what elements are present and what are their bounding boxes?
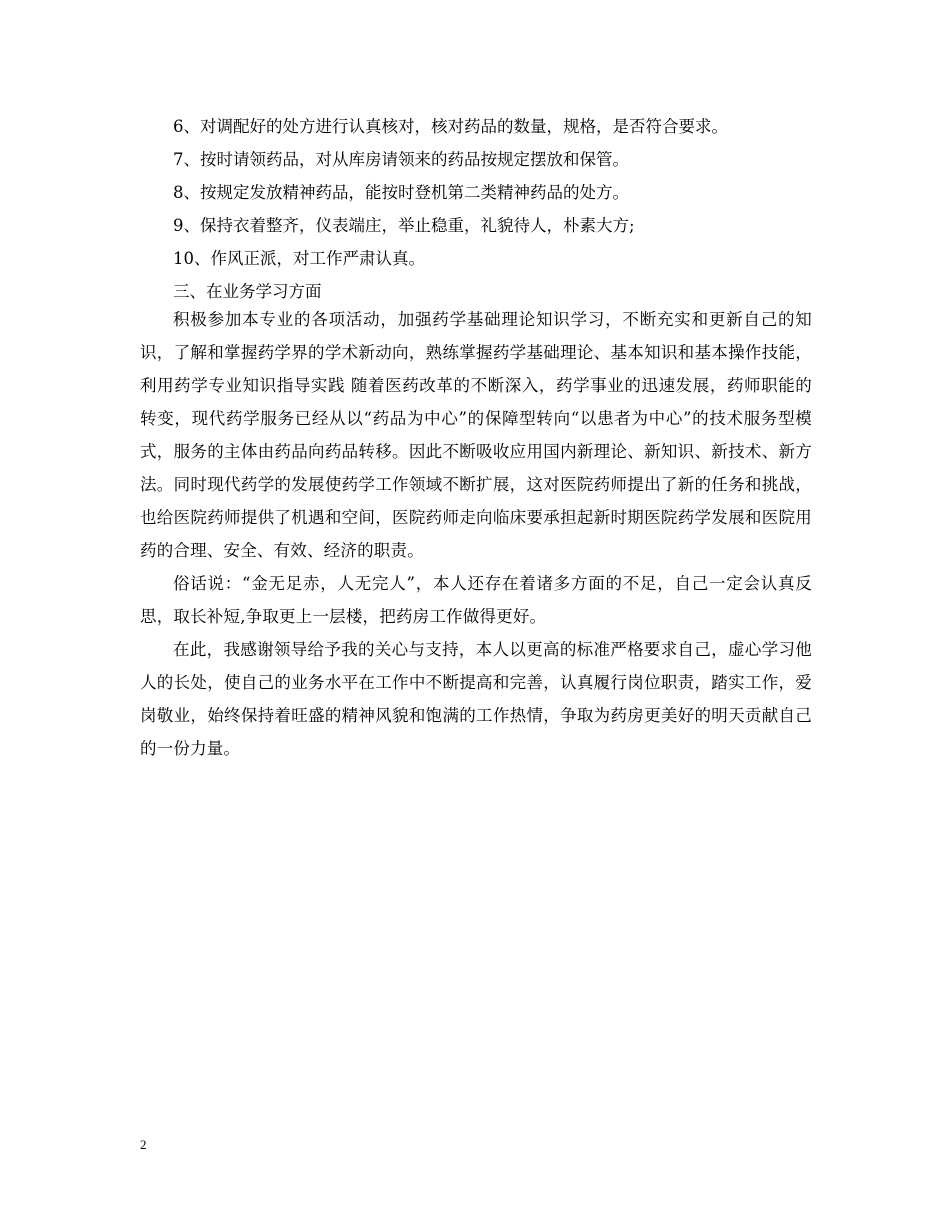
list-item-8: 8、按规定发放精神药品，能按时登机第二类精神药品的处方。 <box>173 183 629 202</box>
list-item-6: 6、对调配好的处方进行认真核对，核对药品的数量，规格，是否符合要求。 <box>173 117 728 136</box>
section-heading: 三、在业务学习方面 <box>173 282 322 301</box>
paragraph-self-reflection: 俗话说：“金无足赤，人无完人”，本人还存在着诸多方面的不足，自己一定会认真反思，取长补短,争取更上一层楼，把药房工作做得更好。 <box>140 574 812 626</box>
list-item-7: 7、按时请领药品，对从库房请领来的药品按规定摆放和保管。 <box>173 150 629 169</box>
list-item-10: 10、作风正派，对工作严肃认真。 <box>173 249 425 268</box>
page-number: 2 <box>140 1137 147 1152</box>
document-body <box>140 116 812 765</box>
paragraph-thanks: 在此，我感谢领导给予我的关心与支持，本人以更高的标准严格要求自己，虚心学习他人的长处，使自己的业务水平在工作中不断提高和完善，认真履行岗位职责，踏实工作，爱岗敬业，始终保持着旺盛的精神风貌和饱满的工作热情，争取为药房更美好的明天贡献自己的一份力量。 <box>140 640 812 758</box>
paragraph-study: 积极参加本专业的各项活动，加强药学基础理论知识学习，不断充实和更新自己的知识，了解和掌握药学界的学术新动向，熟练掌握药学基础理论、基本知识和基本操作技能，利用药学专业知识指导实践 随着医药改革的不断深入，药学事业的迅速发展，药师职能的转变，现代药学服务已经从以“药品为中心”的保障型转向“以患者为中心”的技术服务型模式，服务的主体由药品向药品转移。因此不断吸收应用国内新理论、新知识、新技术、新方法。同时现代药学的发展使药学工作领域不断扩展，这对医院药师提出了新的任务和挑战，也给医院药师提供了机遇和空间，医院药师走向临床要承担起新时期医院药学发展和医院用药的合理、安全、有效、经济的职责。 <box>140 310 812 560</box>
list-item-9: 9、保持衣着整齐，仪表端庄，举止稳重，礼貌待人，朴素大方; <box>173 216 635 235</box>
